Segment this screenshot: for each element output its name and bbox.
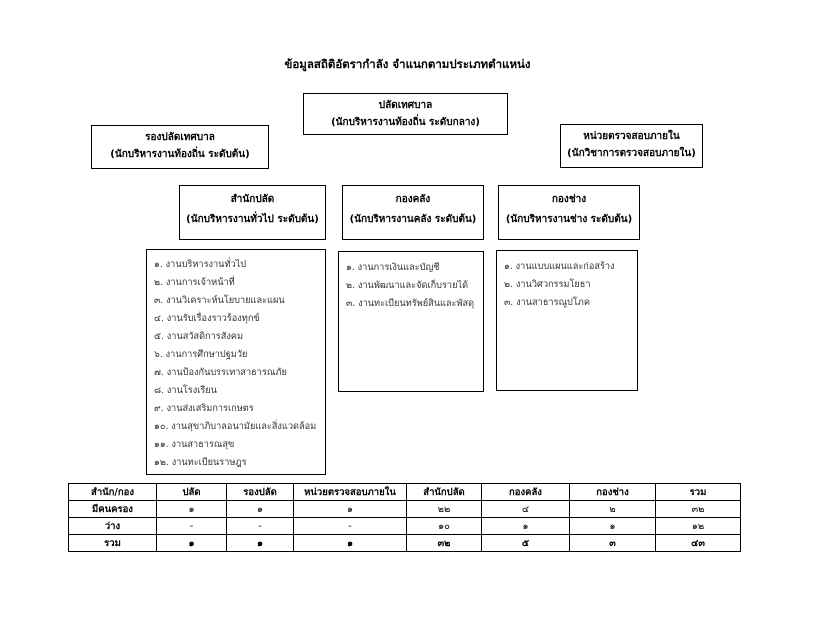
list-item: ๑๒. งานทะเบียนราษฎร bbox=[154, 457, 247, 468]
box-engineering-division-level: (นักบริหารงานช่าง ระดับต้น) bbox=[505, 214, 633, 225]
list-item: ๒. งานการเจ้าหน้าที่ bbox=[154, 277, 235, 288]
page-title: ข้อมูลสถิติอัตรากำลัง จำแนกตามประเภทตำแหน่ง bbox=[284, 57, 531, 71]
box-clerk-office bbox=[179, 185, 326, 240]
box-finance-division bbox=[342, 185, 484, 240]
list-item: ๒. งานพัฒนาและจัดเก็บรายได้ bbox=[346, 280, 469, 291]
list-item: ๔. งานรับเรื่องราวร้องทุกข์ bbox=[154, 313, 260, 324]
table-cell: ๑ bbox=[570, 518, 656, 535]
engineering-division-task-list bbox=[496, 250, 638, 391]
list-item: ๖. งานการศึกษาปฐมวัย bbox=[154, 349, 248, 360]
box-deputy-clerk-title: รองปลัดเทศบาล bbox=[145, 132, 215, 143]
table-row bbox=[69, 518, 741, 535]
table-cell: ๑ bbox=[227, 501, 294, 518]
table-row-label: ว่าง bbox=[69, 518, 157, 535]
box-engineering-division-title: กองช่าง bbox=[551, 194, 587, 205]
table-cell: - bbox=[157, 518, 227, 535]
finance-division-task-list bbox=[338, 251, 484, 392]
table-header-cell: สำนัก/กอง bbox=[69, 484, 157, 501]
table-cell: ๒ bbox=[570, 501, 656, 518]
table-cell: - bbox=[294, 518, 407, 535]
list-item: ๑. งานบริหารงานทั่วไป bbox=[154, 259, 247, 270]
table-cell: ๔๓ bbox=[656, 535, 741, 552]
list-item: ๕. งานสวัสดิการสังคม bbox=[154, 331, 244, 342]
list-item: ๑๐. งานสุขาภิบาลอนามัยและสิ่งแวดล้อม bbox=[154, 421, 317, 432]
list-item: ๑. งานการเงินและบัญชี bbox=[346, 262, 440, 273]
clerk-office-task-list bbox=[146, 249, 326, 475]
list-item: ๘. งานโรงเรียน bbox=[154, 385, 217, 396]
table-cell: ๑ bbox=[294, 501, 407, 518]
box-finance-division-level: (นักบริหารงานคลัง ระดับต้น) bbox=[349, 214, 477, 225]
box-clerk-office-level: (นักบริหารงานทั่วไป ระดับต้น) bbox=[186, 214, 319, 225]
box-internal-audit bbox=[560, 124, 703, 168]
table-cell: ๕ bbox=[482, 535, 570, 552]
list-item: ๓. งานสาธารณูปโภค bbox=[504, 297, 591, 308]
box-internal-audit-title: หน่วยตรวจสอบภายใน bbox=[583, 131, 680, 142]
table-cell: ๑ bbox=[482, 518, 570, 535]
table-cell: ๑๒ bbox=[656, 518, 741, 535]
box-deputy-clerk bbox=[91, 125, 269, 169]
list-item: ๗. งานป้องกันบรรเทาสาธารณภัย bbox=[154, 367, 287, 378]
box-deputy-clerk-level: (นักบริหารงานท้องถิ่น ระดับต้น) bbox=[110, 149, 250, 160]
table-cell: ๑๐ bbox=[407, 518, 482, 535]
table-cell: ๓๒ bbox=[656, 501, 741, 518]
table-cell: - bbox=[227, 518, 294, 535]
table-cell: ๑ bbox=[294, 535, 407, 552]
table-cell: ๓ bbox=[570, 535, 656, 552]
list-item: ๒. งานวิศวกรรมโยธา bbox=[504, 279, 591, 290]
table-cell: ๑ bbox=[227, 535, 294, 552]
table-cell: ๓๒ bbox=[407, 535, 482, 552]
box-municipal-clerk-level: (นักบริหารงานท้องถิ่น ระดับกลาง) bbox=[331, 117, 480, 128]
list-item: ๑. งานแบบแผนและก่อสร้าง bbox=[504, 261, 615, 272]
list-item: ๑๑. งานสาธารณสุข bbox=[154, 439, 235, 450]
table-total-row bbox=[69, 535, 741, 552]
staffing-statistics-table bbox=[68, 483, 741, 552]
table-cell: ๑ bbox=[157, 535, 227, 552]
table-header-cell: รวม bbox=[656, 484, 741, 501]
box-finance-division-title: กองคลัง bbox=[395, 194, 431, 205]
table-cell: ๔ bbox=[482, 501, 570, 518]
table-row-label: มีคนครอง bbox=[69, 501, 157, 518]
box-internal-audit-level: (นักวิชาการตรวจสอบภายใน) bbox=[567, 148, 696, 159]
table-header-cell: หน่วยตรวจสอบภายใน bbox=[294, 484, 407, 501]
list-item: ๓. งานวิเคราะห์นโยบายและแผน bbox=[154, 295, 285, 306]
table-header-cell: รองปลัด bbox=[227, 484, 294, 501]
box-municipal-clerk-title: ปลัดเทศบาล bbox=[378, 100, 433, 111]
table-row bbox=[69, 501, 741, 518]
box-municipal-clerk bbox=[303, 93, 508, 135]
box-clerk-office-title: สำนักปลัด bbox=[230, 194, 275, 205]
list-item: ๓. งานทะเบียนทรัพย์สินและพัสดุ bbox=[346, 298, 475, 309]
table-header-cell: กองคลัง bbox=[482, 484, 570, 501]
box-engineering-division bbox=[498, 185, 640, 240]
list-item: ๙. งานส่งเสริมการเกษตร bbox=[154, 403, 254, 414]
table-header-cell: สำนักปลัด bbox=[407, 484, 482, 501]
table-header-cell: ปลัด bbox=[157, 484, 227, 501]
table-row-label: รวม bbox=[69, 535, 157, 552]
table-header-cell: กองช่าง bbox=[570, 484, 656, 501]
table-header-row bbox=[69, 484, 741, 501]
table-cell: ๑ bbox=[157, 501, 227, 518]
table-cell: ๒๒ bbox=[407, 501, 482, 518]
